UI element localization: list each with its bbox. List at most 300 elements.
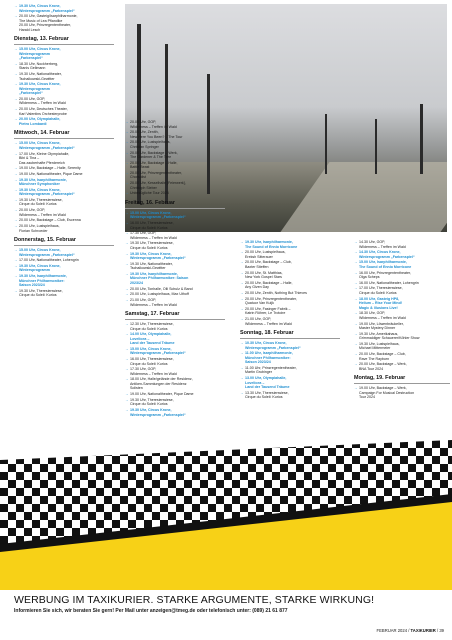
day-heading: Sonntag, 18. Februar bbox=[240, 330, 340, 339]
event-entry-highlighted bbox=[14, 82, 114, 96]
event-text-line: 19.30 Uhr, Circus Krone, bbox=[19, 4, 61, 8]
event-text-line: Unbezügliche Tour 2024 bbox=[130, 191, 169, 196]
event-text-line: 20.00 Uhr, Prinzregententheater, bbox=[245, 296, 297, 301]
event-entry bbox=[354, 286, 450, 295]
event-text-line: Karl Valentins Orchesterprobe bbox=[19, 111, 67, 116]
event-entry bbox=[125, 298, 225, 307]
event-entry bbox=[125, 392, 225, 397]
event-text-line: 19.30 Uhr, Theresienwiese, bbox=[19, 288, 63, 293]
arrow-right-icon: → bbox=[14, 197, 18, 202]
event-entry bbox=[125, 322, 225, 331]
event-text-line: Lovelicea – bbox=[245, 380, 265, 385]
event-text-line: Saison 2023/24 bbox=[245, 360, 271, 365]
event-text-line: 20.00 Uhr, Kesselhalle [Feierwerk], bbox=[130, 181, 186, 186]
arrow-right-icon: → bbox=[354, 240, 358, 244]
event-text-line: 20.00 Uhr, Gasteig/Isarphilharmonie, bbox=[19, 14, 78, 19]
event-text-line: Wintersprogramm „Farbenspiel“ bbox=[130, 256, 186, 261]
event-text-line: Katrin Röhrer, Le Trotoire bbox=[245, 311, 286, 316]
event-text-line: 12.30 Uhr, Theresienwiese, bbox=[130, 322, 174, 326]
arrow-right-icon: → bbox=[240, 365, 244, 370]
arrow-right-icon: → bbox=[240, 317, 244, 321]
event-entry bbox=[14, 72, 114, 81]
event-text-line: 15.00 Uhr, Circus Krone, bbox=[19, 141, 61, 146]
arrow-right-icon: → bbox=[125, 191, 129, 196]
arrow-right-icon: → bbox=[14, 117, 18, 122]
arrow-right-icon: → bbox=[14, 224, 18, 228]
event-text-line: 16.00 Uhr, Nationaltheater, Lohengrin bbox=[359, 280, 419, 285]
event-text-line: Ereksh Sitterauer bbox=[245, 254, 273, 259]
event-entry-highlighted bbox=[125, 332, 225, 346]
event-text-line: 19.30 Uhr, Amerikahaus, bbox=[359, 331, 399, 336]
event-text-line: 19.30 Uhr, Circus Krone, bbox=[130, 251, 172, 256]
event-entry bbox=[125, 221, 225, 230]
event-text-line: Wilderness – Treffen im Wald bbox=[19, 212, 66, 217]
arrow-right-icon: → bbox=[354, 270, 358, 275]
event-entry-highlighted bbox=[125, 347, 225, 356]
event-entry bbox=[354, 386, 450, 400]
event-text-line: 20.00 Uhr, Lustspielhaus, bbox=[245, 250, 286, 255]
taxi-checker-ad-banner bbox=[0, 440, 452, 590]
event-entry-highlighted bbox=[240, 351, 340, 365]
event-text-line: Helium – Rise Your Mind! bbox=[359, 301, 402, 306]
event-text-line: 15.00 Uhr, Isarphilharmonie, bbox=[359, 260, 407, 265]
event-text-line: New York Gospel Stars bbox=[245, 275, 282, 280]
event-entry bbox=[14, 14, 114, 32]
event-entry bbox=[14, 224, 114, 233]
arrow-right-icon: → bbox=[354, 286, 358, 291]
arrow-right-icon: → bbox=[125, 397, 129, 402]
arrow-right-icon: → bbox=[125, 392, 129, 397]
event-entry bbox=[354, 240, 450, 249]
arrow-right-icon: → bbox=[125, 251, 129, 256]
arrow-right-icon: → bbox=[240, 306, 244, 311]
event-text-line: Wilderness – Treffen im Wald bbox=[130, 235, 177, 240]
event-text-line: 20.00 Uhr, Olympiahalle, bbox=[19, 117, 61, 122]
event-entry bbox=[240, 271, 340, 280]
arrow-right-icon: → bbox=[14, 166, 18, 171]
event-text-line: 21.00 Uhr, GOP, bbox=[130, 298, 157, 302]
event-text-line: Tschaikowski-Gewitter bbox=[19, 76, 55, 81]
event-text-line: Cirque du Soleil: Kurios bbox=[130, 326, 168, 331]
event-text-line: 13.30 Uhr, Theresienwiese, bbox=[245, 390, 289, 395]
event-entry bbox=[125, 367, 225, 376]
event-text-line: Cirque du Soleil: Kurios bbox=[245, 395, 283, 400]
event-text-line: 20.00 Uhr, Lustspielhaus, bbox=[130, 140, 171, 145]
arrow-right-icon: → bbox=[14, 208, 18, 213]
event-text-line: Wilderness – Treffen im Wald bbox=[19, 101, 66, 106]
arrow-right-icon: → bbox=[125, 241, 129, 246]
arrow-right-icon: → bbox=[125, 357, 129, 362]
event-text-line: 16.00 Uhr, Prinzregententheater, bbox=[359, 270, 411, 275]
event-entry bbox=[125, 130, 225, 139]
event-text-line: 14.00 Uhr, Olympiahalle, bbox=[130, 332, 172, 337]
event-entry bbox=[354, 362, 450, 371]
event-text-line: 20.00 Uhr, Backstage – Club, Escenna bbox=[19, 218, 81, 223]
event-entry-highlighted bbox=[14, 47, 114, 61]
event-entry bbox=[125, 292, 225, 297]
event-text-line: The Sound of Ennio Morricone bbox=[245, 244, 298, 249]
event-text-line: Wintersprogramm „Farbenspiel“ bbox=[130, 351, 186, 356]
event-column-1 bbox=[14, 4, 114, 299]
arrow-right-icon: → bbox=[14, 187, 18, 192]
arrow-right-icon: → bbox=[14, 61, 18, 66]
arrow-right-icon: → bbox=[125, 261, 129, 266]
arrow-right-icon: → bbox=[354, 352, 358, 357]
arrow-right-icon: → bbox=[14, 47, 18, 52]
event-text-line: 19.30 Uhr, Isarphilharmonie, bbox=[130, 271, 178, 276]
arrow-right-icon: → bbox=[125, 120, 129, 124]
arrow-right-icon: → bbox=[125, 181, 129, 186]
event-text-line: 19.00 Uhr, Backstage – Halle, Serenity bbox=[19, 166, 81, 171]
event-text-line: 20.00 Uhr, Prinzregententheater, bbox=[130, 170, 182, 175]
event-text-line: Master Mystery Dinner bbox=[359, 326, 396, 330]
event-text-line: Wilderness – Treffen im Wald bbox=[130, 302, 177, 307]
event-text-line: The Gardener & The Tree bbox=[130, 155, 172, 160]
event-text-line: 20.00 Uhr, Prinzregententheater, bbox=[19, 23, 71, 28]
event-entry bbox=[14, 62, 114, 71]
event-text-line: 20.00 Uhr, Zenith, Nothing But Thieves bbox=[245, 290, 307, 295]
event-text-line: Wintersprogramm „Farbenspiel“ bbox=[245, 345, 301, 350]
event-text-line: Lovelicea – bbox=[130, 336, 150, 341]
event-entry bbox=[354, 352, 450, 361]
tree-trunk bbox=[325, 114, 327, 174]
event-text-line: Wintersprogramm bbox=[19, 86, 50, 91]
event-text-line: 20.00 Uhr, Backstage – Werk, bbox=[359, 362, 407, 367]
arrow-right-icon: → bbox=[240, 250, 244, 255]
event-text-line: 20.00 Uhr, Backstage – Club, bbox=[245, 260, 292, 265]
event-entry bbox=[14, 172, 114, 177]
event-entry bbox=[125, 377, 225, 391]
event-text-line: 19.00 Uhr, Nationaltheater, Pique Dame bbox=[130, 392, 194, 397]
event-text-line: 20.00 Uhr, Backstage – Halle, bbox=[245, 280, 293, 285]
arrow-right-icon: → bbox=[240, 280, 244, 285]
arrow-right-icon: → bbox=[240, 260, 244, 265]
event-text-line: 20.00 Uhr, Zenith, bbox=[130, 130, 159, 135]
event-text-line: Wintersprogramm „Farbenspiel“ bbox=[130, 412, 186, 417]
event-text-line: 20.00 Uhr, Backstage – Werk, bbox=[130, 150, 178, 155]
event-entry bbox=[14, 198, 114, 207]
event-entry bbox=[240, 307, 340, 316]
event-entry bbox=[125, 287, 225, 292]
event-text-line: Wilderness – Treffen im Wald bbox=[130, 371, 177, 376]
event-text-line: 21.00 Uhr, GOP, bbox=[245, 317, 272, 321]
arrow-right-icon: → bbox=[240, 376, 244, 381]
arrow-right-icon: → bbox=[14, 72, 18, 77]
arrow-right-icon: → bbox=[125, 322, 129, 326]
event-text-line: Campaign For Musical Destruction bbox=[359, 390, 415, 395]
event-text-line: 18.00 Uhr, Gasteig HP8, bbox=[359, 296, 400, 301]
event-text-line: 18.30 Uhr, Nockherberg, bbox=[19, 61, 59, 66]
event-text-line: Martin Grubinger bbox=[245, 370, 272, 375]
event-entry bbox=[125, 140, 225, 149]
event-text-line: The Sound of Ennio Morricone bbox=[359, 264, 412, 269]
event-text-line: 20.00 Uhr, GOP, bbox=[19, 96, 46, 101]
day-heading: Montag, 19. Februar bbox=[354, 375, 450, 384]
event-text-line: 15.00 Uhr, Circus Krone, bbox=[19, 47, 61, 52]
arrow-right-icon: → bbox=[125, 140, 129, 145]
event-text-line: Land der Tausend Träume bbox=[130, 341, 175, 346]
event-text-line: Harald Lesch bbox=[19, 27, 41, 32]
event-entry-highlighted bbox=[354, 297, 450, 311]
arrow-right-icon: → bbox=[240, 351, 244, 356]
event-entry bbox=[240, 391, 340, 400]
event-text-line: 20.00 Uhr, Lustspielhaus, bbox=[19, 224, 60, 228]
event-entry bbox=[240, 281, 340, 290]
event-entry-highlighted bbox=[354, 260, 450, 269]
arrow-right-icon: → bbox=[14, 263, 18, 268]
event-entry bbox=[125, 262, 225, 271]
arrow-right-icon: → bbox=[240, 341, 244, 345]
arrow-right-icon: → bbox=[14, 4, 18, 8]
arrow-right-icon: → bbox=[354, 341, 358, 346]
event-text-line: 19.30 Uhr, Circus Krone, bbox=[19, 187, 61, 192]
arrow-right-icon: → bbox=[125, 210, 129, 215]
event-entry bbox=[240, 250, 340, 259]
event-text-line: Wintersprogramm „Farbenspiel“ bbox=[19, 145, 75, 150]
event-text-line: 17.00 Uhr, Theresienwiese, bbox=[359, 286, 403, 291]
event-text-line: Wintersprogramm bbox=[19, 51, 50, 56]
event-text-line: „Farbenspiel“ bbox=[19, 91, 43, 96]
event-entry bbox=[125, 120, 225, 129]
event-entry-highlighted bbox=[125, 211, 225, 220]
arrow-right-icon: → bbox=[240, 296, 244, 301]
event-text-line: Münchner Philharmoniker: bbox=[19, 278, 65, 283]
arrow-right-icon: → bbox=[14, 258, 18, 263]
event-text-line: Saison 2023/24 bbox=[19, 283, 45, 288]
event-entry-highlighted bbox=[14, 178, 114, 187]
event-text-line: 19.00 Uhr, Nationaltheater, Pique Dame bbox=[19, 171, 83, 176]
event-text-line: 13.00 Uhr, Olympiahalle, bbox=[245, 376, 287, 381]
event-entry-highlighted bbox=[125, 408, 225, 417]
event-entry-highlighted bbox=[354, 250, 450, 259]
event-text-line: Cirque du Soleil: Kurios bbox=[19, 202, 57, 207]
arrow-right-icon: → bbox=[14, 14, 18, 19]
event-text-line: 18.30 Uhr, GOP, bbox=[359, 311, 386, 316]
event-text-line: 19.00 Uhr, Löwenbräukeller, bbox=[359, 321, 404, 326]
arrow-right-icon: → bbox=[354, 331, 358, 336]
event-text-line: Land der Tausend Träume bbox=[245, 385, 290, 390]
event-text-line: 19.30 Uhr, Isarphilharmonie, bbox=[245, 240, 293, 244]
event-entry bbox=[125, 161, 225, 170]
footer-magazine-name: TAXIKURIER bbox=[410, 628, 436, 633]
arrow-right-icon: → bbox=[240, 390, 244, 395]
day-heading: Dienstag, 13. Februar bbox=[14, 36, 114, 45]
arrow-right-icon: → bbox=[354, 250, 358, 255]
arrow-right-icon: → bbox=[125, 298, 129, 302]
event-text-line: BNA Tour 2024 bbox=[359, 366, 384, 371]
event-text-line: Wilderness – Treffen im Wald bbox=[359, 244, 406, 249]
event-text-line: 20.00 Uhr, Backstage – Club, bbox=[359, 352, 406, 357]
arrow-right-icon: → bbox=[125, 408, 129, 412]
event-text-line: 10.30 Uhr, Circus Krone, bbox=[245, 341, 287, 345]
event-entry bbox=[14, 166, 114, 171]
event-text-line: Wintersprogramm „Farbenspiel“ bbox=[130, 215, 186, 220]
arrow-right-icon: → bbox=[14, 218, 18, 223]
event-entry bbox=[125, 357, 225, 366]
arrow-right-icon: → bbox=[240, 290, 244, 295]
event-entry bbox=[354, 322, 450, 331]
event-text-line: Wilderness – Treffen im Wald bbox=[130, 124, 177, 129]
footer-page-number: / 39 bbox=[437, 628, 444, 633]
arrow-right-icon: → bbox=[125, 367, 129, 372]
event-text-line: Christoph Sieber bbox=[130, 185, 157, 190]
event-text-line: Münchner Philharmoniker: Saison bbox=[130, 276, 189, 281]
arrow-right-icon: → bbox=[125, 346, 129, 351]
event-text-line: 19.30 Uhr, Isarphilharmonie, bbox=[19, 177, 67, 182]
arrow-right-icon: → bbox=[125, 130, 129, 135]
event-text-line: 20.00 Uhr, Lustspielhaus, Max Uthoff bbox=[130, 292, 189, 297]
arrow-right-icon: → bbox=[125, 160, 129, 165]
arrow-right-icon: → bbox=[14, 171, 18, 176]
event-text-line: 15.00 Uhr, Circus Krone, bbox=[130, 210, 172, 215]
arrow-right-icon: → bbox=[125, 150, 129, 155]
event-text-line: Magic & Illusions Live! bbox=[359, 305, 398, 310]
event-text-line: Münchner Symphoniker bbox=[19, 182, 60, 187]
event-text-line: Battle Beast bbox=[130, 165, 150, 170]
event-text-line: 19.30 Uhr, Theresienwiese, bbox=[19, 197, 63, 202]
ad-headline: WERBUNG IM TAXIKURIER. STARKE ARGUMENTE, STARKE WIRKUNG! bbox=[14, 594, 375, 606]
event-entry bbox=[14, 218, 114, 223]
arrow-right-icon: → bbox=[240, 270, 244, 275]
event-text-line: Quatuor Van Kuijk bbox=[245, 301, 274, 306]
arrow-right-icon: → bbox=[14, 274, 18, 279]
event-entry bbox=[125, 241, 225, 250]
arrow-right-icon: → bbox=[14, 82, 18, 87]
arrow-right-icon: → bbox=[14, 96, 18, 101]
event-text-line: Cirque du Soleil: Kurios bbox=[130, 225, 168, 230]
event-entry bbox=[125, 191, 225, 196]
arrow-right-icon: → bbox=[125, 231, 129, 236]
event-entry-highlighted bbox=[14, 248, 114, 257]
event-text-line: The Music of Lea Pflandlke bbox=[19, 18, 63, 23]
event-text-line: Cirque du Soleil: Kurios bbox=[130, 402, 168, 407]
event-text-line: 20.00 Uhr, GOP, bbox=[130, 120, 157, 124]
footer-month: FEBRUAR 2024 / bbox=[376, 628, 410, 633]
event-text-line: 15.00 Uhr, Circus Krone, bbox=[19, 248, 61, 252]
event-text-line: 16.00 Uhr, Theresienwiese, bbox=[130, 221, 174, 225]
event-text-line: Cirque du Soleil: Kurios bbox=[130, 245, 168, 250]
event-text-line: 20.00 Uhr, Tonhalle, Olli Schulz & Band bbox=[130, 286, 193, 291]
event-text-line: Christian Springer bbox=[130, 144, 159, 149]
event-text-line: 19.30 Uhr, Isarphilharmonie, bbox=[19, 274, 67, 279]
event-column-4 bbox=[354, 240, 450, 401]
arrow-right-icon: → bbox=[125, 170, 129, 175]
event-text-line: 16.00 Uhr, Theresienwiese, bbox=[130, 357, 174, 362]
arrow-right-icon: → bbox=[354, 321, 358, 326]
event-entry bbox=[125, 151, 225, 160]
event-text-line: Wilderness – Treffen im Wald bbox=[359, 315, 406, 320]
event-text-line: Any Given Day bbox=[245, 285, 269, 290]
event-entry bbox=[354, 271, 450, 280]
event-text-line: 19.30 Uhr, Circus Krone, bbox=[19, 263, 61, 268]
event-text-line: Chorsolist bbox=[130, 175, 146, 180]
page-footer bbox=[377, 628, 444, 633]
event-text-line: 19.30 Uhr, Circus Krone, bbox=[130, 408, 172, 412]
event-column-2 bbox=[125, 120, 225, 418]
event-entry bbox=[14, 208, 114, 217]
event-entry bbox=[240, 297, 340, 306]
event-text-line: 19.30 Uhr, Theresienwiese, bbox=[130, 241, 174, 246]
arrow-right-icon: → bbox=[354, 296, 358, 301]
event-entry bbox=[354, 342, 450, 351]
day-heading: Samstag, 17. Februar bbox=[125, 311, 225, 320]
event-text-line: Michael Mittermeier bbox=[359, 346, 391, 351]
event-entry bbox=[240, 260, 340, 269]
event-text-line: 20.00 Uhr, Deutsches Theater, bbox=[19, 107, 68, 112]
day-heading: Mittwoch, 14. Februar bbox=[14, 130, 114, 139]
event-text-line: Wintersprogramm „Farbenspiel“ bbox=[19, 8, 75, 13]
event-entry-highlighted bbox=[14, 141, 114, 150]
event-text-line: 18.00 Uhr, Halle/gelände der Residenz, bbox=[130, 377, 193, 382]
event-entry bbox=[240, 366, 340, 375]
event-text-line: Rave The Rayburn bbox=[359, 356, 390, 361]
event-entry bbox=[240, 317, 340, 326]
event-text-line: 17.30 Uhr, GOP, bbox=[130, 231, 157, 236]
event-entry bbox=[14, 107, 114, 116]
event-text-line: 20.00 Uhr, St. Matthias, bbox=[245, 270, 283, 275]
event-text-line: 17.00 Uhr, Kleine Olympiahalle, bbox=[19, 151, 70, 156]
arrow-right-icon: → bbox=[354, 280, 358, 285]
event-text-line: 20.00 Uhr, GOP, bbox=[19, 208, 46, 213]
event-entry bbox=[240, 291, 340, 296]
event-text-line: Olga Scheps bbox=[359, 275, 380, 280]
event-entry-highlighted bbox=[14, 4, 114, 13]
arrow-right-icon: → bbox=[125, 292, 129, 297]
event-text-line: 15.00 Uhr, Circus Krone, bbox=[130, 346, 172, 351]
event-entry-highlighted bbox=[240, 376, 340, 390]
event-text-line: „Farbenspiel“ bbox=[19, 56, 43, 61]
event-entry-highlighted bbox=[14, 274, 114, 288]
event-text-line: 19.30 Uhr, Theresienwiese, bbox=[130, 397, 174, 402]
arrow-right-icon: → bbox=[125, 221, 129, 225]
event-entry-highlighted bbox=[14, 188, 114, 197]
event-text-line: Cirque du Soleil: Kurios bbox=[359, 290, 397, 295]
event-text-line: 17.30 Uhr, GOP, bbox=[130, 367, 157, 372]
event-text-line: Wilderness – Treffen im Wald bbox=[245, 321, 292, 326]
event-text-line: Solisten bbox=[130, 386, 143, 391]
tree-trunk bbox=[420, 104, 423, 174]
event-text-line: Wintersprogramm „Farbenspiel“ bbox=[19, 252, 75, 257]
event-text-line: 19.30 Uhr, Circus Krone, bbox=[19, 82, 61, 87]
arrow-right-icon: → bbox=[14, 107, 18, 112]
checker-pattern-graphic bbox=[0, 440, 452, 590]
event-text-line: Grimmaldiger Schauerer/Köhler Show bbox=[359, 336, 420, 341]
arrow-right-icon: → bbox=[240, 240, 244, 244]
event-text-line: New Here You Been? – The Tour bbox=[130, 134, 183, 139]
event-text-line: Baxter Stieffen bbox=[245, 264, 269, 269]
event-text-line: 11.00 Uhr, Prinzregententheater, bbox=[245, 365, 297, 370]
event-text-line: Cirque du Soleil: Kurios bbox=[19, 293, 57, 298]
event-text-line: 19.30 Uhr, Lustspielhaus, bbox=[359, 341, 400, 346]
event-text-line: Bibi & Tina – bbox=[19, 156, 40, 160]
event-entry bbox=[354, 281, 450, 286]
arrow-right-icon: → bbox=[14, 248, 18, 252]
arrow-right-icon: → bbox=[354, 260, 358, 265]
event-text-line: 2023/24 bbox=[130, 280, 143, 285]
arrow-right-icon: → bbox=[354, 311, 358, 316]
event-entry bbox=[14, 258, 114, 263]
arrow-right-icon: → bbox=[354, 362, 358, 367]
event-text-line: Tschaikowski-Gewitter bbox=[130, 266, 166, 271]
event-text-line: Stanis Gellmann bbox=[19, 66, 46, 71]
event-text-line: Florian Schroeder bbox=[19, 228, 48, 233]
event-entry bbox=[125, 398, 225, 407]
event-text-line: Wintersprogramm bbox=[19, 268, 50, 273]
event-text-line: Wintersprogramm „Farbenspiel“ bbox=[359, 254, 415, 259]
event-text-line: Das zauberhafte Pferdereich bbox=[19, 160, 65, 165]
event-text-line: 14.30 Uhr, Circus Krone, bbox=[359, 250, 401, 255]
event-text-line: 11.00 Uhr, Isarphilharmonie, bbox=[245, 351, 293, 356]
